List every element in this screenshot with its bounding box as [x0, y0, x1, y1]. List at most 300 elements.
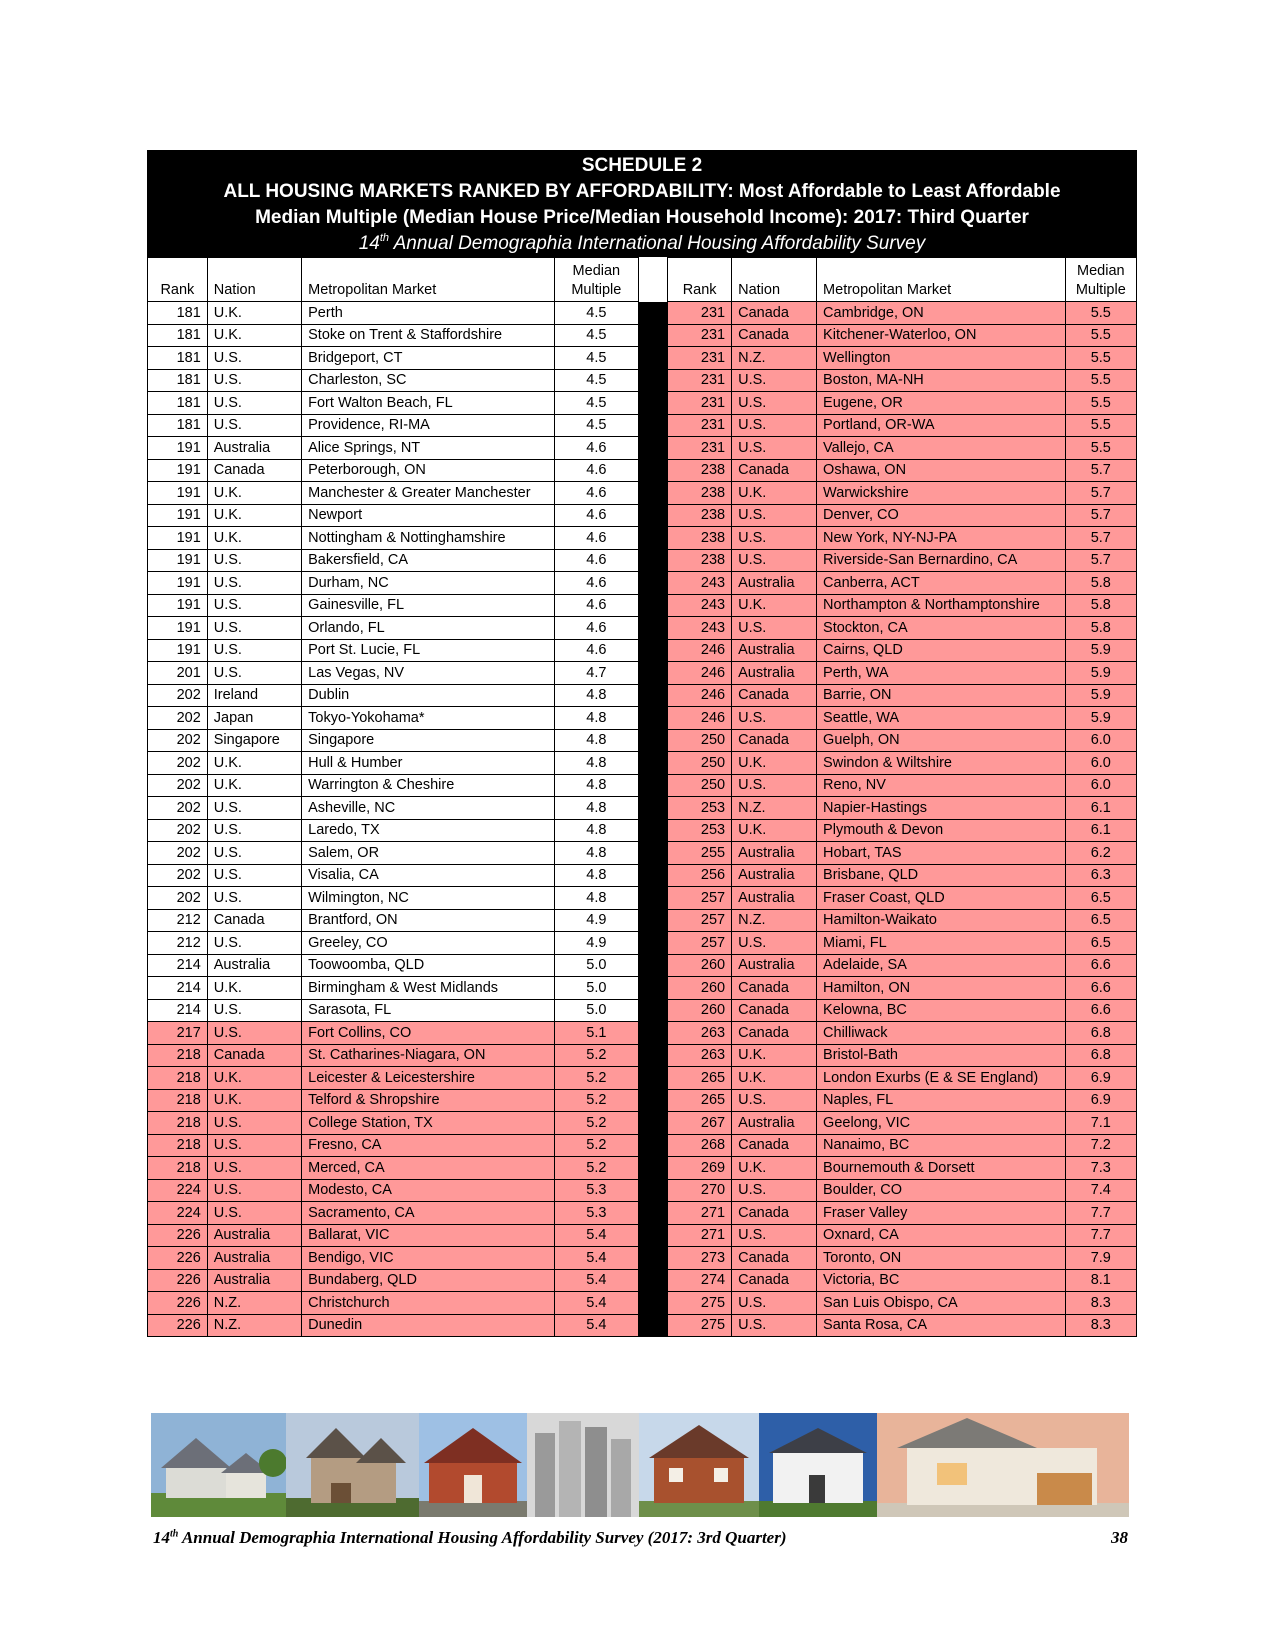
column-gap: [638, 1179, 667, 1202]
left-nation-cell: U.S.: [207, 864, 301, 887]
left-rank-cell: 224: [148, 1179, 208, 1202]
right-nation-cell: U.S.: [732, 932, 817, 955]
left-rank-cell: 191: [148, 594, 208, 617]
left-multiple-cell: 4.8: [554, 684, 638, 707]
column-gap: [638, 617, 667, 640]
right-nation-cell: Australia: [732, 864, 817, 887]
right-market-cell: Fraser Coast, QLD: [817, 887, 1066, 910]
right-nation-cell: U.S.: [732, 504, 817, 527]
column-gap: [638, 977, 667, 1000]
column-gap: [638, 572, 667, 595]
right-multiple-cell: 5.5: [1065, 302, 1136, 325]
right-multiple-cell: 5.7: [1065, 527, 1136, 550]
left-nation-cell: U.K.: [207, 527, 301, 550]
right-market-cell: Cambridge, ON: [817, 302, 1066, 325]
left-multiple-cell: 5.3: [554, 1202, 638, 1225]
left-market-cell: Greeley, CO: [302, 932, 555, 955]
house-photo-strip: [151, 1413, 1129, 1517]
table-row: [148, 1089, 1137, 1112]
column-gap: [638, 369, 667, 392]
right-rank-cell: 231: [668, 437, 732, 460]
right-multiple-cell: 6.8: [1065, 1022, 1136, 1045]
right-market-cell: Brisbane, QLD: [817, 864, 1066, 887]
left-market-cell: Newport: [302, 504, 555, 527]
column-gap: [638, 324, 667, 347]
left-rank-cell: 191: [148, 459, 208, 482]
right-nation-cell: U.S.: [732, 1224, 817, 1247]
right-nation-cell: U.K.: [732, 594, 817, 617]
column-gap: [638, 1022, 667, 1045]
right-rank-cell: 231: [668, 324, 732, 347]
page-number: 38: [1111, 1528, 1128, 1547]
left-nation-cell: Canada: [207, 459, 301, 482]
left-market-cell: Durham, NC: [302, 572, 555, 595]
left-multiple-cell: 5.2: [554, 1044, 638, 1067]
column-gap: [638, 774, 667, 797]
left-market-cell: College Station, TX: [302, 1112, 555, 1135]
right-nation-cell: Canada: [732, 1202, 817, 1225]
left-nation-cell: U.K.: [207, 1089, 301, 1112]
left-multiple-cell: 5.2: [554, 1112, 638, 1135]
left-rank-cell: 214: [148, 954, 208, 977]
column-gap: [638, 302, 667, 325]
left-multiple-cell: 5.2: [554, 1134, 638, 1157]
right-multiple-cell: 6.0: [1065, 729, 1136, 752]
table-row: [148, 977, 1137, 1000]
house-photo-4: [527, 1413, 639, 1517]
left-rank-cell: 218: [148, 1067, 208, 1090]
table-row: [148, 459, 1137, 482]
right-market-cell: Geelong, VIC: [817, 1112, 1066, 1135]
left-multiple-cell: 4.7: [554, 662, 638, 685]
right-nation-cell: U.S.: [732, 1179, 817, 1202]
right-rank-cell: 256: [668, 864, 732, 887]
house-photo-2: [286, 1413, 419, 1517]
left-nation-cell: U.S.: [207, 347, 301, 370]
left-nation-cell: U.S.: [207, 1022, 301, 1045]
table-row: [148, 549, 1137, 572]
schedule-header: [147, 150, 1137, 257]
right-market-cell: Northampton & Northamptonshire: [817, 594, 1066, 617]
table-row: [148, 482, 1137, 505]
left-nation-cell: Australia: [207, 1269, 301, 1292]
right-rank-cell: 269: [668, 1157, 732, 1180]
left-market-cell: Orlando, FL: [302, 617, 555, 640]
right-nation-cell: Canada: [732, 302, 817, 325]
right-multiple-cell: 5.7: [1065, 549, 1136, 572]
right-multiple-cell: 6.9: [1065, 1067, 1136, 1090]
left-market-cell: Brantford, ON: [302, 909, 555, 932]
right-market-cell: Oshawa, ON: [817, 459, 1066, 482]
right-nation-cell: Australia: [732, 572, 817, 595]
right-nation-cell: U.S.: [732, 774, 817, 797]
left-multiple-cell: 5.4: [554, 1224, 638, 1247]
col-multiple-line2: Multiple: [1075, 282, 1126, 298]
left-rank-cell: 202: [148, 819, 208, 842]
column-gap: [638, 527, 667, 550]
right-rank-cell: 260: [668, 999, 732, 1022]
left-market-cell: Wilmington, NC: [302, 887, 555, 910]
left-market-cell: Telford & Shropshire: [302, 1089, 555, 1112]
left-market-cell: Ballarat, VIC: [302, 1224, 555, 1247]
left-market-cell: Sacramento, CA: [302, 1202, 555, 1225]
house-photo-3: [419, 1413, 527, 1517]
left-market-cell: Birmingham & West Midlands: [302, 977, 555, 1000]
col-market-right: Metropolitan Market: [817, 258, 1066, 302]
right-rank-cell: 260: [668, 954, 732, 977]
left-rank-cell: 181: [148, 302, 208, 325]
left-market-cell: Bundaberg, QLD: [302, 1269, 555, 1292]
right-rank-cell: 231: [668, 392, 732, 415]
left-market-cell: Dunedin: [302, 1314, 555, 1337]
right-nation-cell: U.S.: [732, 1292, 817, 1315]
left-multiple-cell: 4.6: [554, 482, 638, 505]
left-nation-cell: U.S.: [207, 887, 301, 910]
left-multiple-cell: 5.2: [554, 1089, 638, 1112]
survey-title: Annual Demographia International Housing Affordability Survey: [389, 233, 926, 254]
right-rank-cell: 257: [668, 932, 732, 955]
left-rank-cell: 202: [148, 752, 208, 775]
right-nation-cell: Canada: [732, 684, 817, 707]
left-rank-cell: 181: [148, 347, 208, 370]
col-nation-right: Nation: [732, 258, 817, 302]
left-multiple-cell: 5.4: [554, 1314, 638, 1337]
left-multiple-cell: 4.8: [554, 887, 638, 910]
left-market-cell: Stoke on Trent & Staffordshire: [302, 324, 555, 347]
table-row: [148, 1022, 1137, 1045]
footer-edition-suffix: th: [170, 1528, 179, 1540]
right-nation-cell: U.S.: [732, 707, 817, 730]
right-multiple-cell: 6.9: [1065, 1089, 1136, 1112]
left-market-cell: St. Catharines-Niagara, ON: [302, 1044, 555, 1067]
column-gap: [638, 932, 667, 955]
right-rank-cell: 271: [668, 1224, 732, 1247]
left-multiple-cell: 4.6: [554, 639, 638, 662]
column-gap: [638, 258, 667, 302]
left-rank-cell: 202: [148, 864, 208, 887]
left-multiple-cell: 4.6: [554, 504, 638, 527]
left-market-cell: Visalia, CA: [302, 864, 555, 887]
left-rank-cell: 181: [148, 369, 208, 392]
right-nation-cell: N.Z.: [732, 797, 817, 820]
right-nation-cell: Canada: [732, 1247, 817, 1270]
column-gap: [638, 909, 667, 932]
right-rank-cell: 238: [668, 549, 732, 572]
right-rank-cell: 265: [668, 1067, 732, 1090]
right-rank-cell: 253: [668, 819, 732, 842]
left-rank-cell: 217: [148, 1022, 208, 1045]
table-row: [148, 1179, 1137, 1202]
left-market-cell: Bendigo, VIC: [302, 1247, 555, 1270]
left-multiple-cell: 4.5: [554, 369, 638, 392]
table-row: [148, 1112, 1137, 1135]
column-gap: [638, 1314, 667, 1337]
left-multiple-cell: 4.8: [554, 864, 638, 887]
right-nation-cell: Canada: [732, 977, 817, 1000]
right-nation-cell: U.S.: [732, 549, 817, 572]
right-multiple-cell: 5.5: [1065, 324, 1136, 347]
right-multiple-cell: 5.8: [1065, 594, 1136, 617]
left-multiple-cell: 5.4: [554, 1292, 638, 1315]
house-photo-7: [877, 1413, 1129, 1517]
right-rank-cell: 238: [668, 504, 732, 527]
right-nation-cell: U.S.: [732, 414, 817, 437]
left-multiple-cell: 4.8: [554, 797, 638, 820]
left-nation-cell: U.K.: [207, 324, 301, 347]
left-market-cell: Asheville, NC: [302, 797, 555, 820]
right-multiple-cell: 5.9: [1065, 662, 1136, 685]
table-row: [148, 887, 1137, 910]
left-rank-cell: 201: [148, 662, 208, 685]
right-multiple-cell: 6.1: [1065, 819, 1136, 842]
right-multiple-cell: 6.0: [1065, 774, 1136, 797]
left-multiple-cell: 4.8: [554, 752, 638, 775]
table-row: [148, 1314, 1137, 1337]
right-market-cell: Riverside-San Bernardino, CA: [817, 549, 1066, 572]
right-multiple-cell: 6.5: [1065, 932, 1136, 955]
left-nation-cell: U.K.: [207, 302, 301, 325]
right-market-cell: Canberra, ACT: [817, 572, 1066, 595]
left-nation-cell: U.S.: [207, 392, 301, 415]
column-gap: [638, 549, 667, 572]
right-nation-cell: Canada: [732, 999, 817, 1022]
right-rank-cell: 231: [668, 302, 732, 325]
schedule-number: SCHEDULE 2: [581, 155, 703, 176]
column-gap: [638, 1247, 667, 1270]
left-multiple-cell: 4.8: [554, 729, 638, 752]
right-nation-cell: Australia: [732, 1112, 817, 1135]
right-multiple-cell: 5.5: [1065, 369, 1136, 392]
left-market-cell: Laredo, TX: [302, 819, 555, 842]
left-nation-cell: U.S.: [207, 662, 301, 685]
left-rank-cell: 226: [148, 1269, 208, 1292]
left-multiple-cell: 5.4: [554, 1269, 638, 1292]
column-gap: [638, 1157, 667, 1180]
left-market-cell: Tokyo-Yokohama*: [302, 707, 555, 730]
table-row: [148, 572, 1137, 595]
right-multiple-cell: 8.3: [1065, 1292, 1136, 1315]
left-nation-cell: U.S.: [207, 999, 301, 1022]
right-nation-cell: Canada: [732, 1134, 817, 1157]
left-rank-cell: 202: [148, 684, 208, 707]
right-market-cell: Naples, FL: [817, 1089, 1066, 1112]
right-multiple-cell: 7.2: [1065, 1134, 1136, 1157]
table-row: [148, 527, 1137, 550]
left-rank-cell: 226: [148, 1292, 208, 1315]
column-gap: [638, 707, 667, 730]
right-rank-cell: 238: [668, 459, 732, 482]
column-gap: [638, 482, 667, 505]
left-rank-cell: 218: [148, 1112, 208, 1135]
table-row: [148, 1224, 1137, 1247]
col-multiple-line2: Multiple: [571, 282, 622, 298]
table-row: [148, 864, 1137, 887]
right-multiple-cell: 7.7: [1065, 1202, 1136, 1225]
column-header-row: [148, 258, 1137, 302]
left-nation-cell: U.S.: [207, 797, 301, 820]
left-multiple-cell: 5.2: [554, 1067, 638, 1090]
col-rank-left: Rank: [148, 258, 208, 302]
right-market-cell: New York, NY-NJ-PA: [817, 527, 1066, 550]
right-market-cell: San Luis Obispo, CA: [817, 1292, 1066, 1315]
right-market-cell: Bristol-Bath: [817, 1044, 1066, 1067]
left-nation-cell: U.S.: [207, 1134, 301, 1157]
column-gap: [638, 1112, 667, 1135]
left-multiple-cell: 4.6: [554, 594, 638, 617]
right-multiple-cell: 5.5: [1065, 437, 1136, 460]
left-nation-cell: U.K.: [207, 774, 301, 797]
column-gap: [638, 414, 667, 437]
right-market-cell: Victoria, BC: [817, 1269, 1066, 1292]
right-nation-cell: Canada: [732, 1022, 817, 1045]
table-row: [148, 932, 1137, 955]
col-multiple-line1: Median: [572, 263, 621, 279]
left-multiple-cell: 4.6: [554, 459, 638, 482]
col-nation-left: Nation: [207, 258, 301, 302]
table-row: [148, 729, 1137, 752]
column-gap: [638, 437, 667, 460]
left-rank-cell: 214: [148, 999, 208, 1022]
left-market-cell: Leicester & Leicestershire: [302, 1067, 555, 1090]
right-rank-cell: 270: [668, 1179, 732, 1202]
right-multiple-cell: 6.3: [1065, 864, 1136, 887]
right-market-cell: Seattle, WA: [817, 707, 1066, 730]
right-rank-cell: 246: [668, 662, 732, 685]
left-market-cell: Christchurch: [302, 1292, 555, 1315]
right-market-cell: Napier-Hastings: [817, 797, 1066, 820]
right-multiple-cell: 6.1: [1065, 797, 1136, 820]
left-multiple-cell: 5.2: [554, 1157, 638, 1180]
left-rank-cell: 202: [148, 774, 208, 797]
right-rank-cell: 243: [668, 572, 732, 595]
table-row: [148, 504, 1137, 527]
left-multiple-cell: 4.5: [554, 302, 638, 325]
left-nation-cell: U.S.: [207, 594, 301, 617]
column-gap: [638, 392, 667, 415]
left-multiple-cell: 5.1: [554, 1022, 638, 1045]
right-market-cell: London Exurbs (E & SE England): [817, 1067, 1066, 1090]
left-market-cell: Nottingham & Nottinghamshire: [302, 527, 555, 550]
left-rank-cell: 202: [148, 729, 208, 752]
right-multiple-cell: 6.5: [1065, 909, 1136, 932]
left-market-cell: Merced, CA: [302, 1157, 555, 1180]
right-market-cell: Reno, NV: [817, 774, 1066, 797]
left-market-cell: Bridgeport, CT: [302, 347, 555, 370]
table-row: [148, 324, 1137, 347]
right-multiple-cell: 8.3: [1065, 1314, 1136, 1337]
right-rank-cell: 246: [668, 639, 732, 662]
left-rank-cell: 218: [148, 1157, 208, 1180]
left-rank-cell: 224: [148, 1202, 208, 1225]
left-market-cell: Salem, OR: [302, 842, 555, 865]
column-gap: [638, 954, 667, 977]
right-market-cell: Toronto, ON: [817, 1247, 1066, 1270]
table-row: [148, 392, 1137, 415]
right-rank-cell: 246: [668, 707, 732, 730]
table-row: [148, 1269, 1137, 1292]
table-row: [148, 347, 1137, 370]
table-row: [148, 774, 1137, 797]
left-multiple-cell: 4.8: [554, 707, 638, 730]
right-multiple-cell: 5.8: [1065, 617, 1136, 640]
right-rank-cell: 273: [668, 1247, 732, 1270]
left-rank-cell: 191: [148, 617, 208, 640]
house-photo-5: [639, 1413, 759, 1517]
right-market-cell: Barrie, ON: [817, 684, 1066, 707]
left-nation-cell: Australia: [207, 1224, 301, 1247]
column-gap: [638, 347, 667, 370]
left-rank-cell: 214: [148, 977, 208, 1000]
table-row: [148, 752, 1137, 775]
right-multiple-cell: 5.7: [1065, 459, 1136, 482]
left-multiple-cell: 4.8: [554, 819, 638, 842]
column-gap: [638, 999, 667, 1022]
left-nation-cell: U.S.: [207, 1112, 301, 1135]
right-nation-cell: U.K.: [732, 1157, 817, 1180]
right-rank-cell: 263: [668, 1044, 732, 1067]
footer-edition: 14: [153, 1528, 170, 1547]
table-row: [148, 1202, 1137, 1225]
left-nation-cell: U.S.: [207, 819, 301, 842]
right-rank-cell: 231: [668, 369, 732, 392]
right-rank-cell: 231: [668, 414, 732, 437]
left-market-cell: Modesto, CA: [302, 1179, 555, 1202]
left-market-cell: Singapore: [302, 729, 555, 752]
right-nation-cell: Australia: [732, 662, 817, 685]
page-footer: [153, 1528, 1128, 1548]
right-rank-cell: 255: [668, 842, 732, 865]
column-gap: [638, 819, 667, 842]
left-nation-cell: Ireland: [207, 684, 301, 707]
left-rank-cell: 226: [148, 1224, 208, 1247]
left-nation-cell: U.S.: [207, 369, 301, 392]
right-rank-cell: 250: [668, 774, 732, 797]
left-market-cell: Warrington & Cheshire: [302, 774, 555, 797]
right-multiple-cell: 5.9: [1065, 639, 1136, 662]
right-rank-cell: 246: [668, 684, 732, 707]
left-nation-cell: U.S.: [207, 617, 301, 640]
affordability-table: [147, 257, 1137, 1337]
right-nation-cell: U.S.: [732, 1089, 817, 1112]
table-row: [148, 999, 1137, 1022]
left-rank-cell: 202: [148, 707, 208, 730]
table-row: [148, 1067, 1137, 1090]
table-row: [148, 909, 1137, 932]
right-multiple-cell: 7.4: [1065, 1179, 1136, 1202]
left-market-cell: Providence, RI-MA: [302, 414, 555, 437]
right-rank-cell: 231: [668, 347, 732, 370]
left-market-cell: Fresno, CA: [302, 1134, 555, 1157]
right-rank-cell: 243: [668, 594, 732, 617]
right-multiple-cell: 7.1: [1065, 1112, 1136, 1135]
right-multiple-cell: 6.6: [1065, 999, 1136, 1022]
table-row: [148, 954, 1137, 977]
right-rank-cell: 238: [668, 527, 732, 550]
right-nation-cell: U.S.: [732, 527, 817, 550]
left-nation-cell: U.K.: [207, 504, 301, 527]
left-rank-cell: 181: [148, 414, 208, 437]
left-rank-cell: 218: [148, 1089, 208, 1112]
right-multiple-cell: 5.5: [1065, 414, 1136, 437]
left-market-cell: Toowoomba, QLD: [302, 954, 555, 977]
table-row: [148, 684, 1137, 707]
left-rank-cell: 202: [148, 797, 208, 820]
left-multiple-cell: 4.6: [554, 437, 638, 460]
left-market-cell: Hull & Humber: [302, 752, 555, 775]
column-gap: [638, 1292, 667, 1315]
left-rank-cell: 202: [148, 887, 208, 910]
left-rank-cell: 191: [148, 437, 208, 460]
